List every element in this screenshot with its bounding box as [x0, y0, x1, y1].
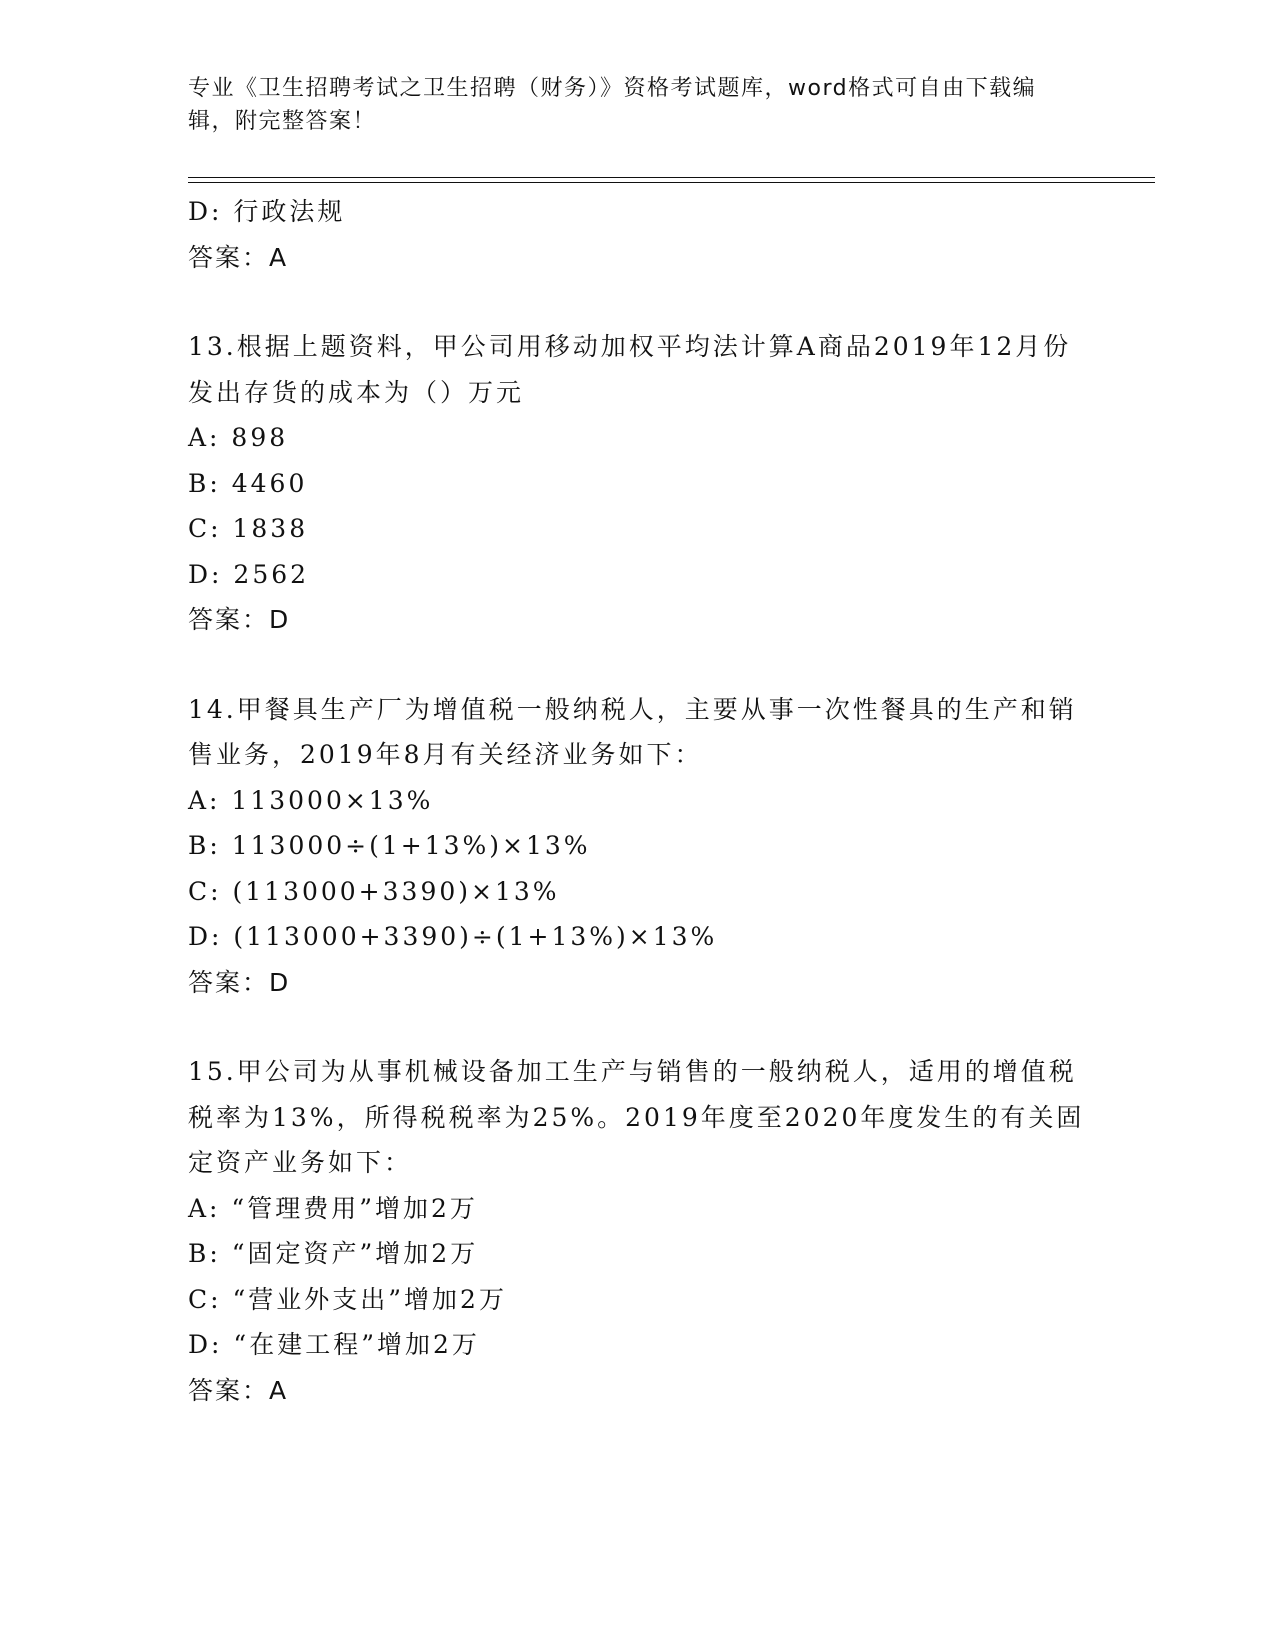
option-a: A: 898 — [188, 423, 289, 452]
option-a: A: 113000×13% — [188, 785, 434, 815]
option-d: D: 行政法规 — [188, 197, 346, 226]
question-stem: 15.甲公司为从事机械设备加工生产与销售的一般纳税人，适用的增值税税率为13%，所得税税率为25%。2019年度至2020年度发生的有关固定资产业务如下： — [188, 1057, 1085, 1177]
question-stem: 13.根据上题资料，甲公司用移动加权平均法计算A商品2019年12月份发出存货的成本为（）万元 — [188, 332, 1072, 407]
question-15 — [188, 1049, 1088, 1413]
answer-line: 答案：A — [188, 242, 289, 272]
option-c: C: (113000+3390)×13% — [188, 876, 560, 906]
option-c: C: 1838 — [188, 514, 309, 543]
document-header: 专业《卫生招聘考试之卫生招聘（财务）》资格考试题库，word格式可自由下载编辑，附完整答案！ — [188, 76, 1037, 134]
question-list — [188, 189, 1088, 1413]
option-b: B: 4460 — [188, 468, 308, 498]
option-a: A: “管理费用”增加2万 — [188, 1193, 478, 1223]
option-d: D: “在建工程”增加2万 — [188, 1330, 480, 1359]
option-d: D: 2562 — [188, 559, 310, 589]
option-b: B: 113000÷(1+13%)×13% — [188, 831, 591, 860]
answer-line: 答案：D — [188, 605, 291, 634]
question-14 — [188, 687, 1088, 1006]
question-13 — [188, 324, 1088, 643]
option-b: B: “固定资产”增加2万 — [188, 1239, 479, 1268]
answer-line: 答案：D — [188, 967, 291, 997]
option-c: C: “营业外支出”增加2万 — [188, 1284, 507, 1314]
question-stem: 14.甲餐具生产厂为增值税一般纳税人，主要从事一次性餐具的生产和销售业务，2019年8月有关经济业务如下： — [188, 694, 1077, 769]
header-divider-top — [188, 177, 1155, 178]
answer-line: 答案：A — [188, 1375, 289, 1405]
option-d: D: (113000+3390)÷(1+13%)×13% — [188, 922, 718, 951]
header-divider-bottom — [188, 182, 1155, 183]
